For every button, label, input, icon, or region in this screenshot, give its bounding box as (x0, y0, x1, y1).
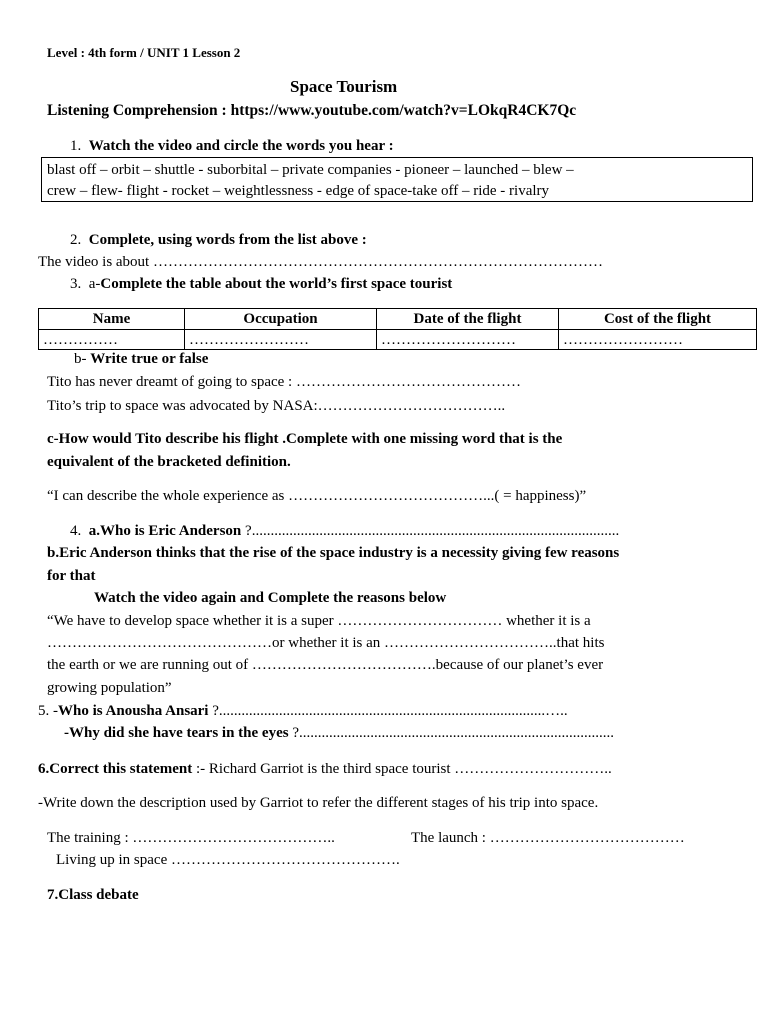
q6-statement: :- Richard Garriot is the third space tourist ………………………….. (192, 761, 612, 777)
q3b-line (74, 349, 208, 369)
q5-question-1: Who is Anousha Ansari (58, 703, 209, 719)
q6-launch: The launch : ………………………………… (411, 830, 685, 846)
q4a-label: a.Who is Eric Anderson (88, 523, 242, 539)
listening-url-line: Listening Comprehension : https://www.youtube.com/watch?v=LOkqR4CK7Qc (47, 102, 577, 119)
word-list-line-1: blast off – orbit – shuttle - suborbital – private companies - pioneer – launched – blew – (47, 162, 574, 178)
true-false-statement-2: Tito’s trip to space was advocated by NASA:……………………………….. (47, 398, 506, 414)
q3c-instruction-line-1: c-How would Tito describe his flight .Complete with one missing word that is the (47, 431, 563, 447)
q4b-line-1: b.Eric Anderson thinks that the rise of the space industry is a necessity giving few reasons (47, 545, 620, 561)
table-cell-blank: ……………………… (377, 330, 559, 350)
q5-dots-1: ?.......................................................................................….. (208, 703, 568, 719)
q6-living-in-space: Living up in space ………………………………………. (56, 852, 400, 868)
q3-number: 3. (70, 276, 82, 292)
q2-instruction: Complete, using words from the list above : (88, 232, 367, 248)
table-cell-blank: …………………… (185, 330, 377, 350)
q5-dots-2: ?.................................................................................... (288, 725, 615, 741)
table-header-row (39, 309, 757, 330)
q4a-line (70, 521, 619, 541)
q2-sentence: The video is about ……………………………………………………………………………… (38, 254, 603, 270)
q4-quote-line-4: growing population” (47, 680, 172, 696)
q5-line-1 (38, 701, 568, 721)
q3c-instruction-line-2: equivalent of the bracketed definition. (47, 454, 291, 470)
word-list-line-2: crew – flew- flight - rocket – weightlessness - edge of space-take off – ride - rivalry (47, 183, 550, 199)
q2-line (70, 230, 367, 250)
table-header-cell: Cost of the flight (559, 309, 757, 330)
q6-line (38, 759, 612, 779)
q4a-dots: ?.................................................................................................. (241, 523, 620, 539)
table-header-cell: Date of the flight (377, 309, 559, 330)
q4-number: 4. (70, 523, 82, 539)
q5-number: 5. - (38, 703, 58, 719)
q6-training: The training : ………………………………….. (47, 830, 335, 846)
table-header-cell: Name (39, 309, 185, 330)
q1-instruction: Watch the video and circle the words you hear : (88, 138, 394, 154)
q4-quote-line-2: ………………………………………or whether it is an ……………………………..that hits (47, 635, 605, 651)
q2-number: 2. (70, 232, 82, 248)
q3b-prefix: b- (74, 351, 87, 367)
q1-line (70, 136, 394, 156)
space-tourist-table (38, 308, 757, 350)
q5-line-2 (64, 723, 614, 743)
level-line: Level : 4th form / UNIT 1 Lesson 2 (47, 45, 241, 60)
q3-line (70, 274, 452, 294)
true-false-statement-1: Tito has never dreamt of going to space : ……………………………………… (47, 374, 521, 390)
word-list-box (41, 157, 753, 202)
q4-quote-line-1: “We have to develop space whether it is a super …………………………… whether it is a (47, 613, 591, 629)
worksheet-title: Space Tourism (290, 77, 398, 96)
table-row (39, 330, 757, 350)
q4-quote-line-3: the earth or we are running out of ……………………………….because of our planet’s ever (47, 657, 604, 673)
q5-question-2: -Why did she have tears in the eyes (64, 725, 289, 741)
q3-instruction: Complete the table about the world’s first space tourist (100, 276, 453, 292)
q3c-quote: “I can describe the whole experience as …………………………………...( = happiness)” (47, 488, 587, 504)
table-header-cell: Occupation (185, 309, 377, 330)
q3b-instruction: Write true or false (90, 351, 209, 367)
q4b-line-2: for that (47, 568, 96, 584)
q6-describe-instruction: -Write down the description used by Garriot to refer the different stages of his trip into space. (38, 795, 599, 811)
q7-class-debate: 7.Class debate (47, 887, 139, 903)
q1-number: 1. (70, 138, 82, 154)
watch-again-instruction: Watch the video again and Complete the reasons below (94, 590, 447, 606)
table-cell-blank: …………… (39, 330, 185, 350)
q3-prefix: a- (88, 276, 101, 292)
q6-label: 6.Correct this statement (38, 761, 193, 777)
table-cell-blank: …………………… (559, 330, 757, 350)
